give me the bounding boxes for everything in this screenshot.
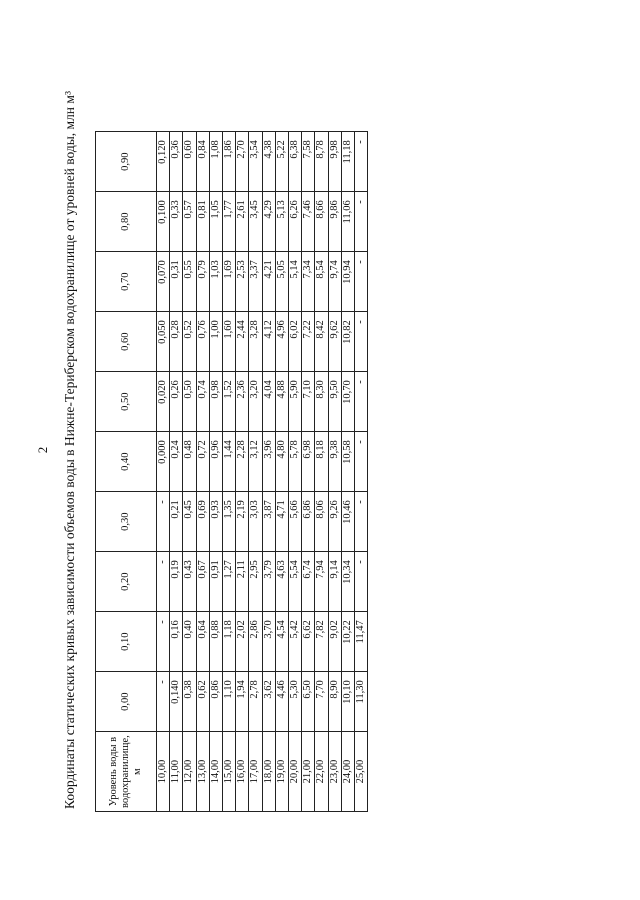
volume-cell: 0,33 bbox=[170, 192, 183, 252]
volume-cell: 4,21 bbox=[262, 252, 275, 312]
volume-cell: 1,03 bbox=[209, 252, 222, 312]
volume-cell: 2,61 bbox=[236, 192, 249, 252]
volume-cell: 6,98 bbox=[302, 432, 315, 492]
table-row bbox=[289, 132, 302, 812]
volume-cell: 5,78 bbox=[289, 432, 302, 492]
volume-cell: 6,38 bbox=[289, 132, 302, 192]
volume-cell: 9,62 bbox=[328, 312, 341, 372]
volume-cell: 0,98 bbox=[209, 372, 222, 432]
volume-cell: 0,100 bbox=[157, 192, 170, 252]
volume-cell: 0,96 bbox=[209, 432, 222, 492]
volume-cell: 3,37 bbox=[249, 252, 262, 312]
volume-cell: - bbox=[355, 132, 368, 192]
volume-cell: - bbox=[157, 552, 170, 612]
volume-cell: - bbox=[157, 672, 170, 732]
header-column: 0,50 bbox=[96, 372, 157, 432]
table-row bbox=[275, 132, 288, 812]
volume-cell: 0,69 bbox=[196, 492, 209, 552]
volume-cell: 2,19 bbox=[236, 492, 249, 552]
table-row bbox=[249, 132, 262, 812]
volume-cell: 9,86 bbox=[328, 192, 341, 252]
level-cell: 19,00 bbox=[275, 732, 288, 812]
volume-cell: 2,53 bbox=[236, 252, 249, 312]
volume-cell: 1,60 bbox=[223, 312, 236, 372]
volume-cell: 10,10 bbox=[341, 672, 354, 732]
volume-cell: 1,52 bbox=[223, 372, 236, 432]
volume-cell: 2,02 bbox=[236, 612, 249, 672]
volume-cell: - bbox=[355, 252, 368, 312]
volume-cell: 0,120 bbox=[157, 132, 170, 192]
volume-cell: 7,22 bbox=[302, 312, 315, 372]
volume-cell: 9,50 bbox=[328, 372, 341, 432]
volume-cell: 11,06 bbox=[341, 192, 354, 252]
volume-cell: 0,62 bbox=[196, 672, 209, 732]
volume-cell: 8,18 bbox=[315, 432, 328, 492]
volume-cell: 5,30 bbox=[289, 672, 302, 732]
level-cell: 23,00 bbox=[328, 732, 341, 812]
volume-cell: 3,20 bbox=[249, 372, 262, 432]
volume-cell: 5,22 bbox=[275, 132, 288, 192]
volume-cell: 3,54 bbox=[249, 132, 262, 192]
volume-cell: 8,42 bbox=[315, 312, 328, 372]
volume-cell: 0,93 bbox=[209, 492, 222, 552]
volume-cell: 6,86 bbox=[302, 492, 315, 552]
volume-cell: 0,31 bbox=[170, 252, 183, 312]
volume-cell: 5,42 bbox=[289, 612, 302, 672]
volume-cell: 3,45 bbox=[249, 192, 262, 252]
volume-cell: 0,52 bbox=[183, 312, 196, 372]
volume-cell: 0,67 bbox=[196, 552, 209, 612]
volume-cell: 4,63 bbox=[275, 552, 288, 612]
volume-cell: 6,02 bbox=[289, 312, 302, 372]
volume-cell: 5,14 bbox=[289, 252, 302, 312]
volume-cell: 5,90 bbox=[289, 372, 302, 432]
level-cell: 20,00 bbox=[289, 732, 302, 812]
volume-cell: 0,21 bbox=[170, 492, 183, 552]
volume-cell: 2,11 bbox=[236, 552, 249, 612]
volume-cell: - bbox=[355, 552, 368, 612]
volume-cell: 4,88 bbox=[275, 372, 288, 432]
volume-cell: 4,12 bbox=[262, 312, 275, 372]
volume-cell: 0,84 bbox=[196, 132, 209, 192]
volume-cell: 3,62 bbox=[262, 672, 275, 732]
volume-cell: - bbox=[157, 612, 170, 672]
volume-cell: 3,12 bbox=[249, 432, 262, 492]
volume-cell: 2,36 bbox=[236, 372, 249, 432]
level-cell: 16,00 bbox=[236, 732, 249, 812]
volume-cell: 7,70 bbox=[315, 672, 328, 732]
volume-cell: 0,26 bbox=[170, 372, 183, 432]
volume-cell: 9,02 bbox=[328, 612, 341, 672]
level-cell: 15,00 bbox=[223, 732, 236, 812]
volume-cell: 4,46 bbox=[275, 672, 288, 732]
volume-cell: 4,71 bbox=[275, 492, 288, 552]
volume-cell: 11,30 bbox=[355, 672, 368, 732]
volume-cell: 3,87 bbox=[262, 492, 275, 552]
volume-cell: 10,34 bbox=[341, 552, 354, 612]
table-row bbox=[183, 132, 196, 812]
level-cell: 25,00 bbox=[355, 732, 368, 812]
volume-cell: 3,96 bbox=[262, 432, 275, 492]
header-column: 0,90 bbox=[96, 132, 157, 192]
volume-cell: 9,98 bbox=[328, 132, 341, 192]
volume-cell: 0,91 bbox=[209, 552, 222, 612]
table-row bbox=[302, 132, 315, 812]
volume-cell: 7,46 bbox=[302, 192, 315, 252]
volume-cell: 2,44 bbox=[236, 312, 249, 372]
volume-cell: 1,18 bbox=[223, 612, 236, 672]
header-column: 0,70 bbox=[96, 252, 157, 312]
volume-cell: 11,18 bbox=[341, 132, 354, 192]
volume-cell: 9,38 bbox=[328, 432, 341, 492]
level-cell: 13,00 bbox=[196, 732, 209, 812]
volume-cell: 2,95 bbox=[249, 552, 262, 612]
level-cell: 21,00 bbox=[302, 732, 315, 812]
volume-cell: 0,79 bbox=[196, 252, 209, 312]
volume-cell: 0,60 bbox=[183, 132, 196, 192]
table-row bbox=[315, 132, 328, 812]
volume-cell: 0,19 bbox=[170, 552, 183, 612]
volume-cell: 0,76 bbox=[196, 312, 209, 372]
volume-cell: 0,36 bbox=[170, 132, 183, 192]
volume-cell: 0,40 bbox=[183, 612, 196, 672]
volume-cell: - bbox=[355, 492, 368, 552]
volume-cell: 3,70 bbox=[262, 612, 275, 672]
volume-cell: 2,78 bbox=[249, 672, 262, 732]
level-cell: 24,00 bbox=[341, 732, 354, 812]
volume-cell: 0,000 bbox=[157, 432, 170, 492]
volume-cell: 1,77 bbox=[223, 192, 236, 252]
table-row bbox=[170, 132, 183, 812]
volume-cell: 6,50 bbox=[302, 672, 315, 732]
page-number: 2 bbox=[35, 446, 50, 454]
volume-cell: 8,78 bbox=[315, 132, 328, 192]
table-body bbox=[157, 132, 368, 812]
volume-cell: 8,66 bbox=[315, 192, 328, 252]
volume-cell: 0,16 bbox=[170, 612, 183, 672]
volume-cell: 9,74 bbox=[328, 252, 341, 312]
header-column: 0,80 bbox=[96, 192, 157, 252]
volume-cell: 1,44 bbox=[223, 432, 236, 492]
volume-cell: 7,10 bbox=[302, 372, 315, 432]
volume-cell: 1,00 bbox=[209, 312, 222, 372]
volume-cell: 1,10 bbox=[223, 672, 236, 732]
volume-cell: 4,54 bbox=[275, 612, 288, 672]
level-cell: 22,00 bbox=[315, 732, 328, 812]
volume-cell: 1,27 bbox=[223, 552, 236, 612]
volume-cell: 5,05 bbox=[275, 252, 288, 312]
volume-cell: 7,58 bbox=[302, 132, 315, 192]
volume-cell: 5,54 bbox=[289, 552, 302, 612]
volume-cell: 0,070 bbox=[157, 252, 170, 312]
table-row bbox=[328, 132, 341, 812]
volume-cell: 4,29 bbox=[262, 192, 275, 252]
document-title: Координаты статических кривых зависимости объемов воды в Нижне-Териберском водохранилище от уровней воды, млн м³ bbox=[62, 90, 77, 810]
volume-cell: 7,94 bbox=[315, 552, 328, 612]
volume-cell: 8,06 bbox=[315, 492, 328, 552]
volume-cell: 8,90 bbox=[328, 672, 341, 732]
volume-cell: 5,13 bbox=[275, 192, 288, 252]
volume-cell: 10,82 bbox=[341, 312, 354, 372]
volume-cell: 11,47 bbox=[355, 612, 368, 672]
volume-cell: 0,140 bbox=[170, 672, 183, 732]
level-cell: 12,00 bbox=[183, 732, 196, 812]
table-row bbox=[196, 132, 209, 812]
volume-cell: 1,94 bbox=[236, 672, 249, 732]
volume-cell: 0,55 bbox=[183, 252, 196, 312]
volume-cell: 5,66 bbox=[289, 492, 302, 552]
volume-cell: - bbox=[355, 372, 368, 432]
volume-table bbox=[95, 131, 368, 812]
volume-cell: 2,28 bbox=[236, 432, 249, 492]
table-header-row bbox=[96, 132, 157, 812]
volume-cell: 0,38 bbox=[183, 672, 196, 732]
volume-cell: 8,30 bbox=[315, 372, 328, 432]
volume-cell: - bbox=[355, 192, 368, 252]
table-row bbox=[355, 132, 368, 812]
volume-cell: 0,88 bbox=[209, 612, 222, 672]
volume-cell: 10,22 bbox=[341, 612, 354, 672]
volume-cell: 0,64 bbox=[196, 612, 209, 672]
volume-cell: 0,43 bbox=[183, 552, 196, 612]
volume-cell: 0,50 bbox=[183, 372, 196, 432]
table-row bbox=[262, 132, 275, 812]
volume-cell: 1,08 bbox=[209, 132, 222, 192]
volume-cell: 0,050 bbox=[157, 312, 170, 372]
volume-cell: 3,28 bbox=[249, 312, 262, 372]
header-column: 0,40 bbox=[96, 432, 157, 492]
volume-cell: 0,81 bbox=[196, 192, 209, 252]
level-cell: 17,00 bbox=[249, 732, 262, 812]
level-cell: 11,00 bbox=[170, 732, 183, 812]
volume-cell: 9,26 bbox=[328, 492, 341, 552]
volume-cell: 9,14 bbox=[328, 552, 341, 612]
volume-cell: 0,020 bbox=[157, 372, 170, 432]
volume-cell: 2,86 bbox=[249, 612, 262, 672]
volume-cell: 4,04 bbox=[262, 372, 275, 432]
volume-cell: 0,74 bbox=[196, 372, 209, 432]
volume-cell: 0,57 bbox=[183, 192, 196, 252]
level-cell: 18,00 bbox=[262, 732, 275, 812]
volume-cell: - bbox=[355, 432, 368, 492]
header-column: 0,10 bbox=[96, 612, 157, 672]
header-column: 0,00 bbox=[96, 672, 157, 732]
volume-cell: 10,94 bbox=[341, 252, 354, 312]
volume-cell: 3,79 bbox=[262, 552, 275, 612]
volume-cell: 4,80 bbox=[275, 432, 288, 492]
volume-cell: 6,62 bbox=[302, 612, 315, 672]
volume-cell: 10,46 bbox=[341, 492, 354, 552]
volume-cell: 0,48 bbox=[183, 432, 196, 492]
volume-cell: 1,86 bbox=[223, 132, 236, 192]
volume-cell: - bbox=[355, 312, 368, 372]
volume-cell: 0,28 bbox=[170, 312, 183, 372]
volume-cell: 1,69 bbox=[223, 252, 236, 312]
level-cell: 10,00 bbox=[157, 732, 170, 812]
volume-cell: 6,74 bbox=[302, 552, 315, 612]
volume-cell: 8,54 bbox=[315, 252, 328, 312]
volume-cell: 0,24 bbox=[170, 432, 183, 492]
table-row bbox=[223, 132, 236, 812]
volume-cell: 1,05 bbox=[209, 192, 222, 252]
volume-cell: 0,45 bbox=[183, 492, 196, 552]
volume-cell: 4,38 bbox=[262, 132, 275, 192]
table-row bbox=[341, 132, 354, 812]
table-row bbox=[236, 132, 249, 812]
volume-cell: 7,34 bbox=[302, 252, 315, 312]
header-column: 0,20 bbox=[96, 552, 157, 612]
volume-cell: - bbox=[157, 492, 170, 552]
volume-cell: 0,72 bbox=[196, 432, 209, 492]
volume-cell: 1,35 bbox=[223, 492, 236, 552]
header-level: Уровень воды в водохранилище, м bbox=[96, 732, 157, 812]
volume-cell: 10,70 bbox=[341, 372, 354, 432]
volume-cell: 3,03 bbox=[249, 492, 262, 552]
volume-cell: 4,96 bbox=[275, 312, 288, 372]
volume-cell: 7,82 bbox=[315, 612, 328, 672]
volume-cell: 0,86 bbox=[209, 672, 222, 732]
level-cell: 14,00 bbox=[209, 732, 222, 812]
volume-cell: 2,70 bbox=[236, 132, 249, 192]
table-row bbox=[157, 132, 170, 812]
table-row bbox=[209, 132, 222, 812]
header-column: 0,60 bbox=[96, 312, 157, 372]
header-column: 0,30 bbox=[96, 492, 157, 552]
volume-cell: 10,58 bbox=[341, 432, 354, 492]
volume-cell: 6,26 bbox=[289, 192, 302, 252]
